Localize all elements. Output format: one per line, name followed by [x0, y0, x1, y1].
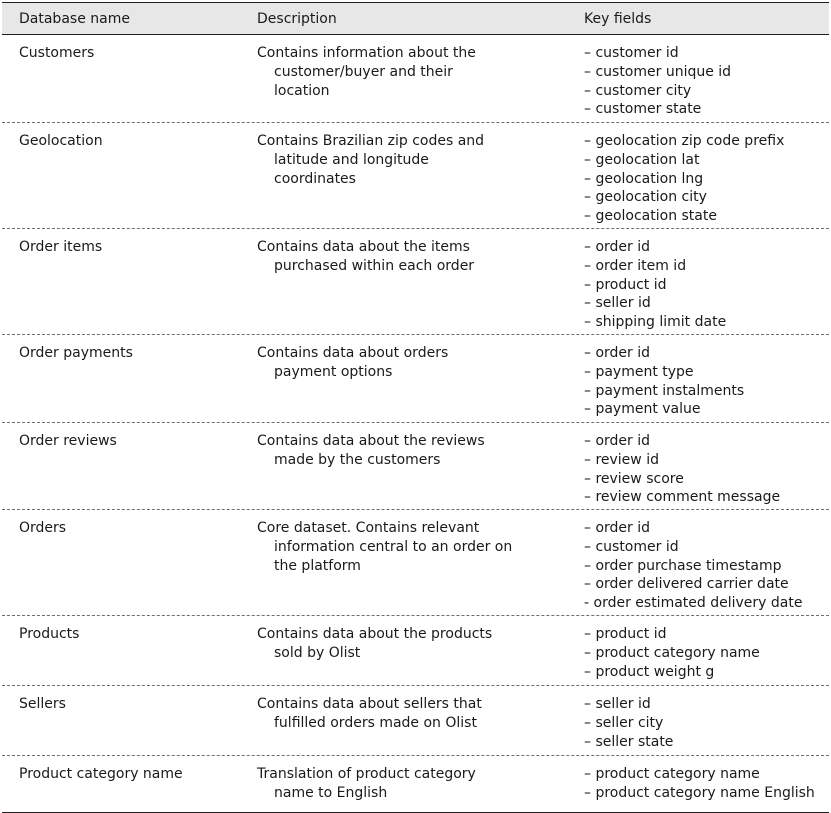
- description-line: Translation of product category: [257, 766, 476, 782]
- description-cell: [240, 625, 567, 685]
- table-row: [2, 616, 829, 686]
- key-field: – customer city: [584, 82, 692, 99]
- table-row: [2, 229, 829, 335]
- description-cell: [240, 765, 567, 812]
- description-line: purchased within each order: [274, 257, 475, 274]
- database-name-cell: [2, 44, 240, 122]
- database-name: Order reviews: [19, 433, 117, 449]
- table-row: [2, 686, 829, 756]
- description-line: Contains data about the products: [257, 626, 493, 642]
- database-name: Sellers: [19, 696, 66, 712]
- database-name-cell: [2, 765, 240, 812]
- description-line: the platform: [274, 557, 361, 574]
- key-field: – geolocation city: [584, 189, 707, 206]
- key-field: – review id: [584, 451, 659, 468]
- database-name-cell: [2, 132, 240, 228]
- key-field: – shipping limit date: [584, 314, 727, 331]
- description-line: Contains data about the reviews: [257, 433, 485, 449]
- key-field: – product weight g: [584, 663, 715, 680]
- description-line: Core dataset. Contains relevant: [257, 520, 480, 536]
- key-field: – order purchase timestamp: [584, 557, 782, 574]
- key-field: – customer unique id: [584, 63, 732, 80]
- description-cell: [240, 695, 567, 755]
- description-line: made by the customers: [274, 451, 441, 468]
- description-line: Contains Brazilian zip codes and: [257, 133, 485, 149]
- database-table: [2, 2, 829, 813]
- database-name-cell: [2, 519, 240, 615]
- description-line: Contains data about sellers that: [257, 696, 482, 712]
- description-line: payment options: [274, 363, 393, 380]
- key-field: – order id: [584, 345, 651, 361]
- description-line: latitude and longitude: [274, 151, 429, 168]
- key-field: – payment value: [584, 401, 701, 418]
- key-fields-cell: [567, 238, 829, 334]
- database-name-cell: [2, 432, 240, 509]
- description-line: sold by Olist: [274, 644, 361, 661]
- table-row: [2, 335, 829, 423]
- description-cell: [240, 44, 567, 122]
- key-field: – geolocation lat: [584, 151, 700, 168]
- database-name-cell: [2, 344, 240, 422]
- description-cell: [240, 432, 567, 509]
- description-line: location: [274, 82, 330, 99]
- database-name: Geolocation: [19, 133, 103, 149]
- table-row: [2, 423, 829, 510]
- key-fields-cell: [567, 695, 829, 755]
- key-field: – review comment message: [584, 489, 781, 506]
- key-field: – product id: [584, 626, 667, 642]
- database-name: Order payments: [19, 345, 133, 361]
- key-field: – geolocation lng: [584, 170, 704, 187]
- key-field: – seller id: [584, 295, 651, 312]
- database-name-cell: [2, 625, 240, 685]
- key-field: – order id: [584, 520, 651, 536]
- header-database-name: Database name: [19, 10, 130, 27]
- key-fields-cell: [567, 765, 829, 812]
- key-field: – review score: [584, 470, 684, 487]
- key-field: – customer state: [584, 101, 702, 118]
- table-row: [2, 756, 829, 812]
- key-field: – payment type: [584, 363, 694, 380]
- key-fields-cell: [567, 132, 829, 228]
- key-field: - order estimated delivery date: [584, 595, 803, 612]
- key-field: – seller city: [584, 714, 664, 731]
- key-fields-cell: [567, 432, 829, 509]
- key-field: – seller state: [584, 733, 674, 750]
- description-line: coordinates: [274, 170, 356, 187]
- key-field: – payment instalments: [584, 382, 745, 399]
- key-field: – seller id: [584, 696, 651, 712]
- header-description: Description: [257, 10, 337, 27]
- key-field: – geolocation zip code prefix: [584, 133, 785, 149]
- key-field: – order id: [584, 239, 651, 255]
- key-field: – product category name English: [584, 784, 815, 801]
- key-fields-cell: [567, 625, 829, 685]
- key-field: – product category name: [584, 766, 760, 782]
- key-field: – order id: [584, 433, 651, 449]
- key-fields-cell: [567, 344, 829, 422]
- description-line: Contains data about the items: [257, 239, 470, 255]
- header-key-fields: Key fields: [584, 10, 652, 27]
- table-row: [2, 510, 829, 616]
- database-name-cell: [2, 238, 240, 334]
- description-line: fulfilled orders made on Olist: [274, 714, 477, 731]
- key-fields-cell: [567, 519, 829, 615]
- key-field: – product id: [584, 276, 667, 293]
- database-name: Order items: [19, 239, 103, 255]
- database-name: Product category name: [19, 766, 183, 782]
- description-line: customer/buyer and their: [274, 63, 453, 80]
- database-name: Orders: [19, 520, 67, 536]
- key-field: – customer id: [584, 538, 679, 555]
- table-body: [2, 35, 829, 812]
- key-field: – order delivered carrier date: [584, 576, 789, 593]
- description-line: Contains data about orders: [257, 345, 449, 361]
- table-row: [2, 123, 829, 229]
- database-name-cell: [2, 695, 240, 755]
- database-name: Customers: [19, 45, 95, 61]
- description-cell: [240, 132, 567, 228]
- key-fields-cell: [567, 44, 829, 122]
- description-line: information central to an order on: [274, 538, 513, 555]
- table-row: [2, 35, 829, 123]
- description-cell: [240, 519, 567, 615]
- description-line: name to English: [274, 784, 388, 801]
- description-cell: [240, 344, 567, 422]
- key-field: – product category name: [584, 644, 760, 661]
- description-line: Contains information about the: [257, 45, 476, 61]
- key-field: – order item id: [584, 257, 687, 274]
- description-cell: [240, 238, 567, 334]
- database-name: Products: [19, 626, 80, 642]
- key-field: – geolocation state: [584, 208, 717, 225]
- table-header: [2, 3, 829, 35]
- key-field: – customer id: [584, 45, 679, 61]
